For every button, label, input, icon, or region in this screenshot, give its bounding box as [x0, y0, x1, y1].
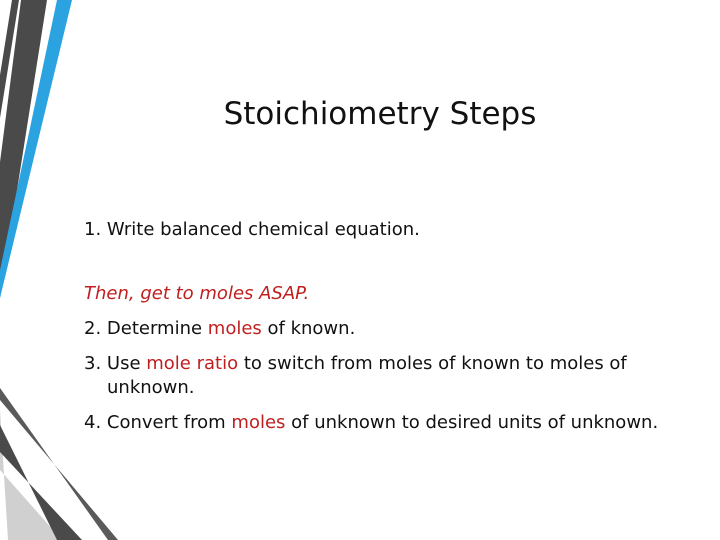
step-4-highlight: moles	[231, 412, 286, 433]
step-4-rest: of unknown to desired units of unknown.	[285, 412, 659, 433]
step-2-rest: of known.	[261, 318, 356, 339]
step-4-text: 4. Convert from	[84, 412, 232, 433]
slide-title: Stoichiometry Steps	[223, 96, 537, 132]
step-3-rest: to switch from moles of known to moles of unknown.	[107, 353, 627, 398]
step-3-text: 3. Use	[84, 353, 147, 374]
step-2-highlight: moles	[207, 318, 262, 339]
slide-body	[84, 218, 679, 435]
step-1: 1. Write balanced chemical equation.	[84, 219, 420, 240]
step-2-text: 2. Determine	[84, 318, 208, 339]
step-3	[84, 352, 679, 400]
step-2	[84, 317, 679, 341]
step-3-highlight: mole ratio	[146, 353, 239, 374]
step-4	[84, 411, 679, 435]
then-line: Then, get to moles ASAP.	[84, 283, 310, 304]
